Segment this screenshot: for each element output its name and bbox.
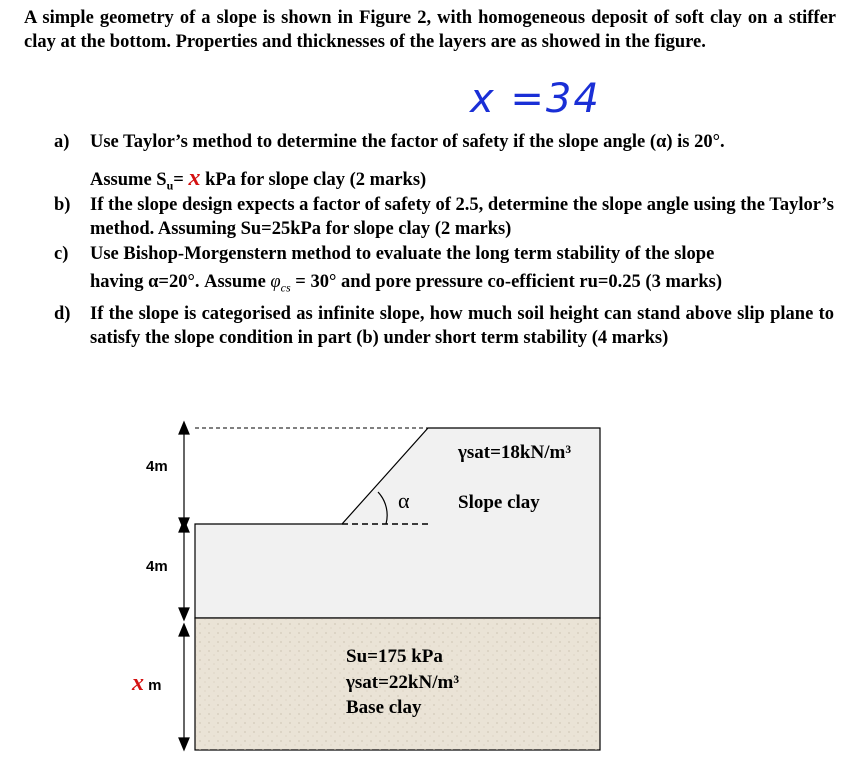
top-layer-thickness: 4m [146,458,168,475]
slope-clay-unit-weight: γsat=18kN/m³ [458,442,572,463]
handwritten-note: x =34 [470,76,601,122]
question-text: If the slope design expects a factor of safety of 2.5, determine the slope angle using the Taylor’s method. Assuming Su=25kPa for slope clay (2 marks) [90,195,834,239]
question-label: d) [54,304,71,324]
question-label: c) [54,244,69,264]
dimension-arrows [179,422,189,750]
question-label: b) [54,195,71,215]
question-text: Use Bishop-Morgenstern method to evaluate the long term stability of the slope [90,244,715,264]
middle-layer-thickness: 4m [146,558,168,575]
base-layer-thickness: x m [132,670,162,696]
intro-paragraph: A simple geometry of a slope is shown in Figure 2, with homogeneous deposit of soft clay on a stiffer clay at the bottom. Properties and thicknesses of the layers are as showed in the figure. [24,8,836,52]
question-text-line2: having α=20°. Assume $\varphi_{cs} = 30^\circ$ and pore pressure co-efficient ru=0.25 (3 marks) [90,272,722,295]
question-label: a) [54,132,70,152]
base-clay-name: Base clay [346,697,422,718]
question-text: Use Taylor’s method to determine the factor of safety if the slope angle (α) is 20°. [90,132,725,152]
slope-clay-name: Slope clay [458,492,540,513]
base-clay-undrained-strength: Su=175 kPa [346,646,443,667]
question-text: If the slope is categorised as infinite slope, how much soil height can stand above slip plane to satisfy the slope condition in part (b) under short term stability (4 marks) [90,304,834,348]
variable-x: x [188,165,201,191]
base-clay-unit-weight: γsat=22kN/m³ [346,672,460,693]
phi-symbol: φ [270,272,281,292]
slope-angle-label: α [398,488,410,513]
question-text-line2: Assume $S_u= x$ kPa for slope clay (2 marks) [90,165,427,193]
